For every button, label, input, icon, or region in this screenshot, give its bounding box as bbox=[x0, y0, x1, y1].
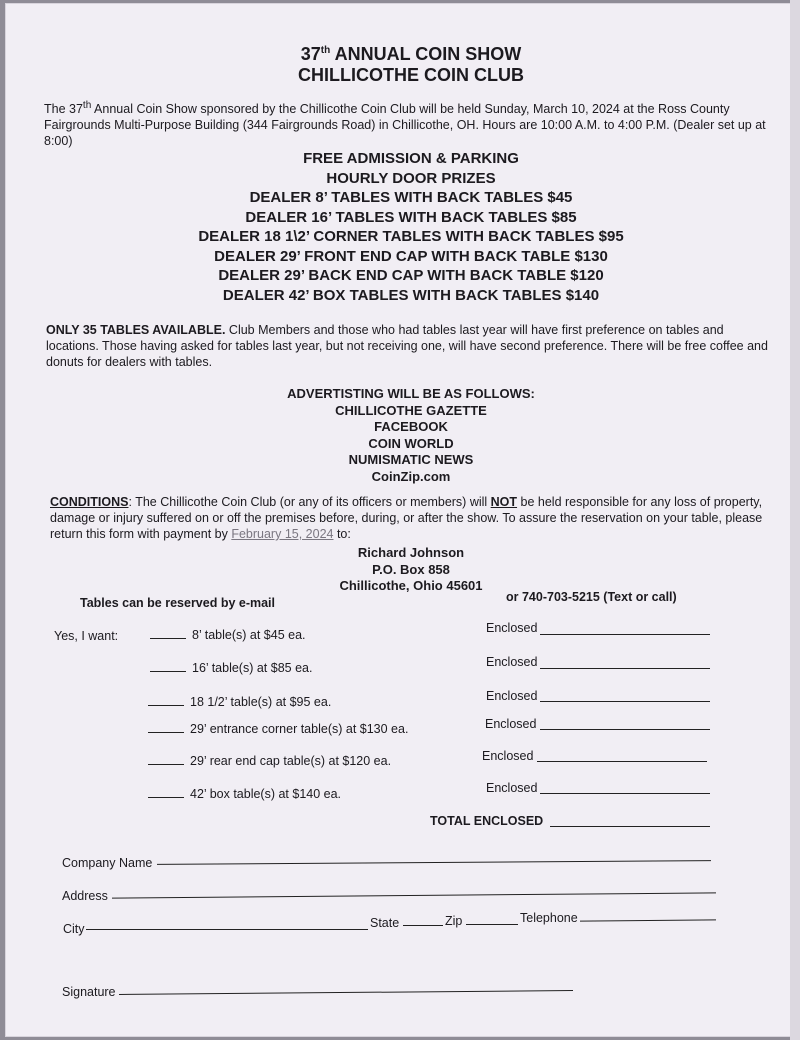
tables-availability-note: ONLY 35 TABLES AVAILABLE. Club Members and those who had tables last year will have first preference on tables and locations. Those having asked for tables last year, but not receiving one, will have second preference. There will be free coffee and donuts for dealers with tables. bbox=[46, 323, 768, 369]
quantity-blank[interactable] bbox=[148, 705, 184, 706]
order-row-42ft: 42’ box table(s) at $140 ea. bbox=[148, 787, 341, 801]
page-edge bbox=[790, 0, 800, 1040]
order-row-29ft-rear: 29’ rear end cap table(s) at $120 ea. bbox=[148, 754, 391, 768]
page-title: 37th ANNUAL COIN SHOW bbox=[300, 44, 522, 64]
quantity-blank[interactable] bbox=[148, 797, 184, 798]
quantity-blank[interactable] bbox=[150, 671, 186, 672]
advertising-section bbox=[6, 386, 800, 485]
club-name: CHILLICOTHE COIN CLUB bbox=[298, 65, 524, 85]
enclosed-field[interactable]: Enclosed bbox=[486, 621, 538, 635]
enclosed-field[interactable]: Enclosed bbox=[486, 655, 538, 669]
city-label: City bbox=[63, 922, 85, 936]
signature-line[interactable] bbox=[119, 990, 573, 995]
feature-item: DEALER 18 1\2’ CORNER TABLES WITH BACK TABLES $95 bbox=[198, 228, 624, 245]
order-row-16ft: 16’ table(s) at $85 ea. bbox=[150, 661, 312, 675]
flyer-page bbox=[6, 4, 796, 1036]
quantity-blank[interactable] bbox=[150, 638, 186, 639]
enclosed-line bbox=[540, 701, 710, 702]
feature-item: HOURLY DOOR PRIZES bbox=[326, 169, 496, 187]
company-name-line[interactable] bbox=[157, 860, 711, 865]
zip-line[interactable] bbox=[466, 924, 518, 925]
enclosed-field[interactable]: Enclosed bbox=[482, 749, 534, 763]
advertising-item: CoinZip.com bbox=[371, 468, 451, 484]
enclosed-line bbox=[540, 634, 710, 635]
enclosed-field[interactable]: Enclosed bbox=[486, 781, 538, 795]
telephone-label: Telephone bbox=[520, 911, 578, 925]
order-row-29ft-corner: 29’ entrance corner table(s) at $130 ea. bbox=[148, 722, 408, 736]
quantity-blank[interactable] bbox=[148, 732, 184, 733]
email-reservation-note: Tables can be reserved by e-mail bbox=[80, 596, 276, 610]
feature-item: DEALER 29’ BACK END CAP WITH BACK TABLE $120 bbox=[218, 267, 604, 284]
feature-list bbox=[6, 149, 800, 305]
phone-reservation-note: or 740-703-5215 (Text or call) bbox=[506, 590, 677, 604]
advertising-item: NUMISMATIC NEWS bbox=[348, 452, 474, 467]
yes-i-want-label: Yes, I want: bbox=[54, 629, 119, 643]
feature-item: DEALER 29’ FRONT END CAP WITH BACK TABLE $130 bbox=[214, 247, 608, 265]
advertising-item: COIN WORLD bbox=[368, 435, 454, 451]
advertising-heading: ADVERTISTING WILL BE AS FOLLOWS: bbox=[287, 386, 535, 401]
state-label: State bbox=[370, 916, 400, 930]
address-label: Address bbox=[62, 889, 108, 903]
feature-item: DEALER 42’ BOX TABLES WITH BACK TABLES $140 bbox=[222, 286, 600, 304]
city-line[interactable] bbox=[86, 929, 368, 930]
state-line[interactable] bbox=[403, 925, 443, 926]
feature-item: FREE ADMISSION & PARKING bbox=[303, 150, 519, 167]
total-enclosed-label: TOTAL ENCLOSED bbox=[430, 814, 544, 828]
telephone-line[interactable] bbox=[580, 919, 716, 921]
advertising-item: FACEBOOK bbox=[374, 419, 448, 434]
feature-item: DEALER 16’ TABLES WITH BACK TABLES $85 bbox=[245, 208, 577, 226]
conditions-paragraph: CONDITIONS: The Chillicothe Coin Club (or any of its officers or members) will NOT be held responsible for any loss of property, damage or injury suffered on or off the premises before, during, or after the show. To assure the reservation on your table, please return this form with payment by February 15, 2024 to: bbox=[50, 495, 763, 541]
total-enclosed-line[interactable] bbox=[550, 826, 710, 827]
enclosed-line bbox=[540, 793, 710, 794]
quantity-blank[interactable] bbox=[148, 764, 184, 765]
company-name-label: Company Name bbox=[62, 856, 153, 870]
order-row-8ft: 8’ table(s) at $45 ea. bbox=[150, 628, 306, 642]
mailing-address: Richard Johnson P.O. Box 858 Chillicothe, Ohio 45601 bbox=[339, 545, 483, 593]
signature-label: Signature bbox=[62, 985, 116, 999]
enclosed-field[interactable]: Enclosed bbox=[486, 689, 538, 703]
intro-paragraph: The 37th Annual Coin Show sponsored by the Chillicothe Coin Club will be held Sunday, March 10, 2024 at the Ross County Fairgrounds Multi-Purpose Building (344 Fairgrounds Road) in Chillicothe, OH. Hours are 10:00 A.M. to 4:00 P.M. (Dealer set up at 8:00) bbox=[44, 100, 766, 149]
enclosed-field[interactable]: Enclosed bbox=[485, 717, 537, 731]
zip-label: Zip bbox=[445, 914, 463, 928]
enclosed-line bbox=[540, 729, 710, 730]
feature-item: DEALER 8’ TABLES WITH BACK TABLES $45 bbox=[249, 189, 573, 206]
order-row-18ft: 18 1/2’ table(s) at $95 ea. bbox=[148, 695, 331, 709]
enclosed-line bbox=[537, 761, 707, 762]
address-line[interactable] bbox=[112, 892, 716, 898]
advertising-item: CHILLICOTHE GAZETTE bbox=[335, 402, 487, 418]
deadline-date: February 15, 2024 bbox=[231, 527, 334, 541]
enclosed-line bbox=[540, 668, 710, 669]
